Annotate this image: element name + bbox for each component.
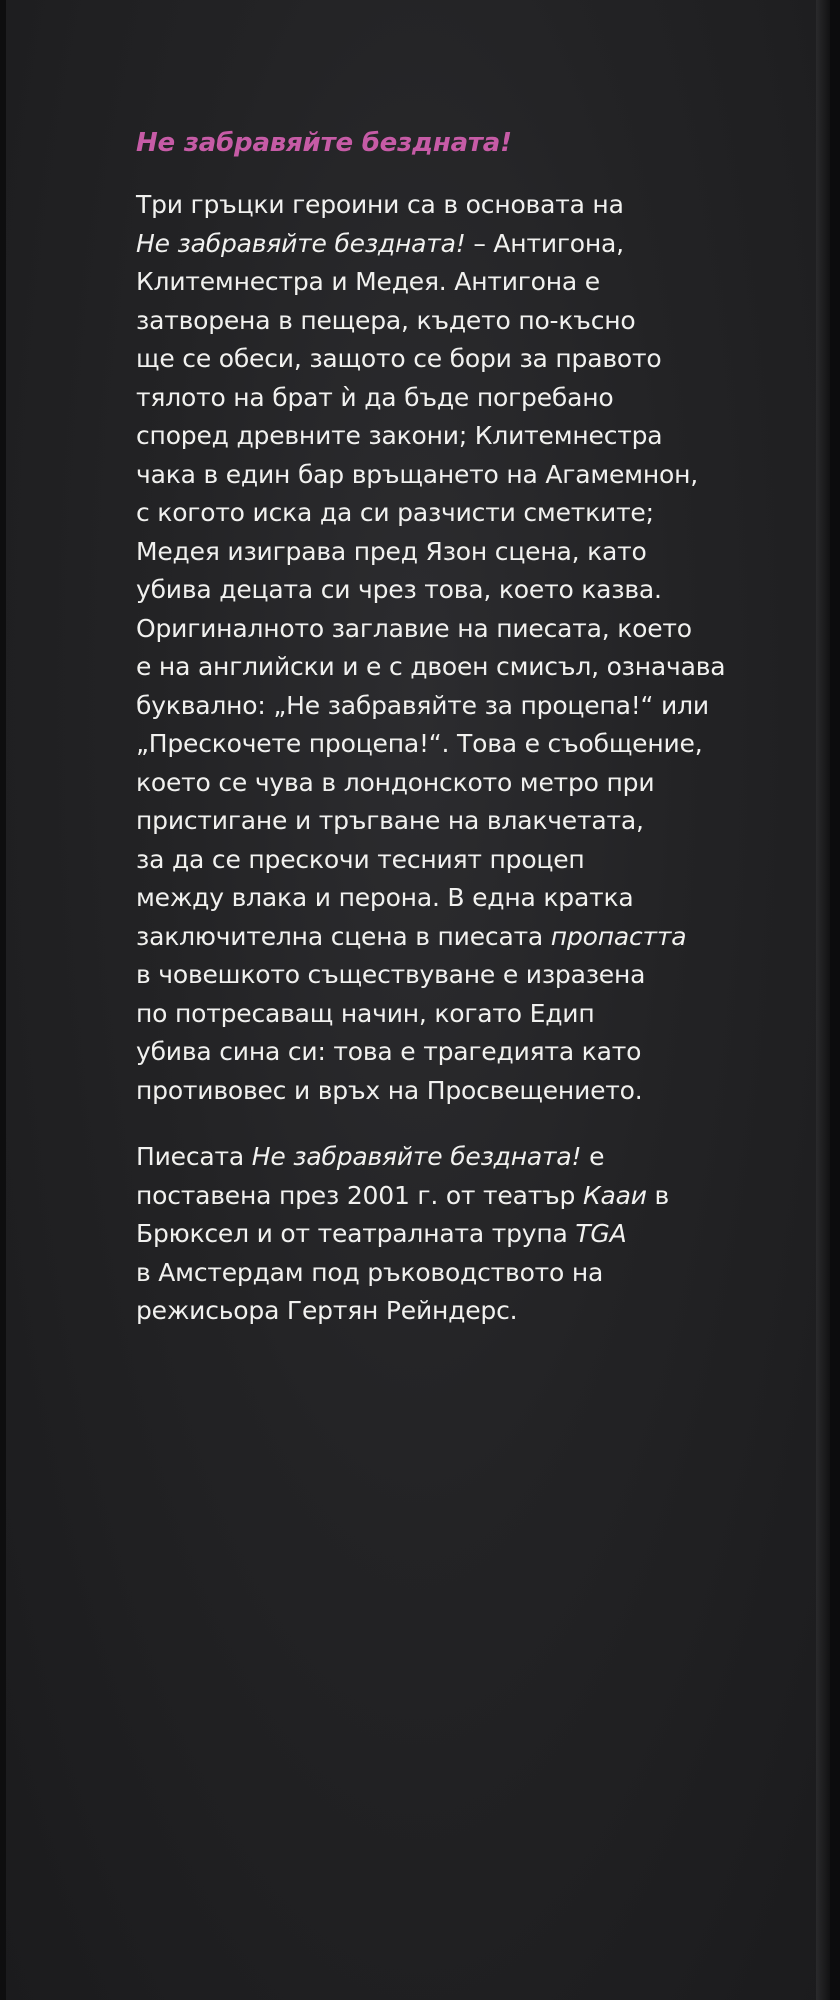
text-segment: е <box>581 1142 605 1171</box>
text-line <box>136 956 776 995</box>
text-line <box>136 417 776 456</box>
text-segment: Медея изиграва пред Язон сцена, като <box>136 536 647 566</box>
text-segment: ще се обеси, защото се бори за правото <box>136 344 662 373</box>
blurb-paragraph-1 <box>136 186 776 1110</box>
text-segment: буквално: „Не забравяйте за процепа!“ или <box>136 690 709 720</box>
text-segment: пристигане и тръгване на влакчетата, <box>136 806 644 835</box>
book-spine-edge <box>816 0 830 2000</box>
text-line <box>136 1177 776 1216</box>
text-segment: режисьора Гертян Рейндерс. <box>136 1296 518 1325</box>
text-line <box>136 1254 776 1293</box>
text-line <box>136 379 776 418</box>
text-line <box>136 533 776 572</box>
text-segment: е на английски и е с двоен смисъл, означава <box>136 652 726 681</box>
text-segment: Брюксел и от театралната трупа <box>136 1219 576 1248</box>
italic-title-segment: TGA <box>575 1219 627 1248</box>
text-segment: в Амстердам под ръководството на <box>136 1257 604 1287</box>
text-line <box>136 225 776 264</box>
text-line <box>136 1033 776 1072</box>
text-line <box>136 725 776 764</box>
text-segment: заключителна сцена в пиесата <box>136 921 551 951</box>
text-line <box>136 302 776 341</box>
text-line <box>136 802 776 841</box>
text-segment: убива децата си чрез това, което казва. <box>136 575 662 604</box>
text-segment: поставена през 2001 г. от театър <box>136 1180 583 1210</box>
text-line <box>136 764 776 803</box>
text-line <box>136 995 776 1034</box>
text-line <box>136 841 776 880</box>
text-segment: Три гръцки героини са в основата на <box>136 190 624 219</box>
text-segment: тялото на брат ѝ да бъде погребано <box>136 382 614 412</box>
text-line <box>136 571 776 610</box>
text-line <box>136 186 776 225</box>
italic-title-segment: Не забравяйте бездната! <box>136 228 466 258</box>
text-segment: „Прескочете процепа!“. Това е съобщение, <box>136 729 703 758</box>
text-segment: чака в един бар връщането на Агамемнон, <box>136 459 698 489</box>
text-segment: в <box>646 1180 670 1210</box>
text-line <box>136 687 776 726</box>
text-line <box>136 610 776 649</box>
text-line <box>136 456 776 495</box>
text-segment: Оригиналното заглавие на пиесата, което <box>136 613 692 643</box>
text-segment: между влака и перона. В една кратка <box>136 883 634 912</box>
text-line <box>136 648 776 687</box>
text-segment: в човешкото съществуване е изразена <box>136 960 646 989</box>
text-line <box>136 263 776 302</box>
text-line <box>136 879 776 918</box>
text-line <box>136 1292 776 1331</box>
text-segment: по потресаващ начин, когато Едип <box>136 998 595 1028</box>
italic-title-segment: Кааи <box>582 1180 647 1210</box>
blurb-heading: Не забравяйте бездната! <box>136 128 512 158</box>
text-line <box>136 340 776 379</box>
italic-title-segment: Не забравяйте бездната! <box>251 1142 582 1171</box>
blurb-paragraph-2 <box>136 1138 776 1331</box>
text-line <box>136 1138 776 1177</box>
text-segment: за да се прескочи тесният процеп <box>136 844 585 874</box>
text-segment: убива сина си: това е трагедията като <box>136 1037 642 1066</box>
blurb-text-block <box>136 125 776 1331</box>
text-line <box>136 494 776 533</box>
text-line <box>136 1072 776 1111</box>
text-segment: Пиесата <box>136 1142 252 1171</box>
text-line <box>136 1215 776 1254</box>
text-line <box>136 918 776 957</box>
text-segment: което се чува в лондонското метро при <box>136 767 655 797</box>
text-segment: с когото иска да си разчисти сметките; <box>136 498 654 527</box>
text-segment: Клитемнестра и Медея. Антигона е <box>136 267 600 296</box>
text-segment: – Антигона, <box>465 228 624 258</box>
italic-title-segment: пропастта <box>550 921 687 951</box>
text-segment: според древните закони; Клитемнестра <box>136 421 663 450</box>
text-segment: затворена в пещера, където по-късно <box>136 305 636 335</box>
text-segment: противовес и връх на Просвещението. <box>136 1075 643 1105</box>
